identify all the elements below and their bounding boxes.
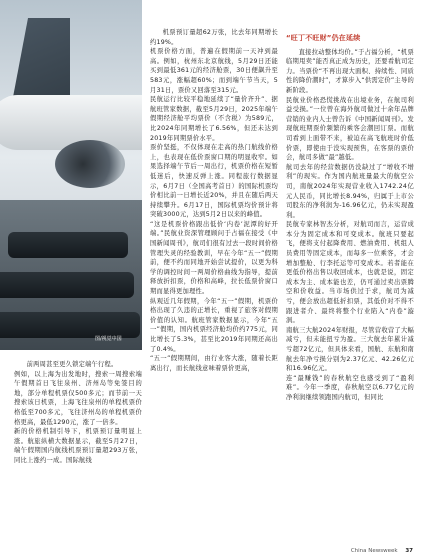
magazine-name: China Newsweek [350, 548, 398, 554]
column-text: 直接拉动整体均价。”于占福分析，“机票临期甩卖”能否真正成为历史，还要看航司定力。当票价“不再出现大面积、持续性、同质性的降价潮时”，才算步入“供需定价”主导的新阶段。 民航业价格恐慌挑战在出境业务，在航司利益受损。”一位曾在海外航司做过十余年品牌营销的业内人士曾告诉《中国新闻周刊》。发现航班期票价频繁的乘客会潮回订票。而航司看到上面带不来，被迫在高飞航班时价低价票，即使由于没实现预售，在客票的票价会，航司多做“最”越低。 航司去年的经营数据仍没缺过了“增收不增利”的现实。作为国内航班量最大的航空公司，南航2024年实现营业收入1742.24亿元人民币，同比增长8.94%，归属于上市公司股东的净利润为-16.96亿元，仍未实现盈利。 民航专家林智杰分析，对航司而言，运营成本分为固定成本和可变成本。航班只要起飞，便将支付起降费用、燃油费用、机组人员费用等固定成本，而每多一位乘客，才会增加整舱、行李托运等可变成本。若者能在更低价格出售以收回成本，也就是说，固定成本为主、成本能也差，仍可通过卖出票腾空和价收益。当市场供过于求，航司为减亏，便会放出超低折扣票，其低价对不得不跟进者介、最终将整个行业陷入“内卷”漩涡。 南航三大航2024年财报，尽管营收营了大幅减亏，但未能扭亏为盈。三大航去年累计减亏超72亿元，但具体来看，国航、东航和南航去年净亏损分别为2.37亿元、42.26亿元和16.96亿元。 连“最赚钱”的春秋航空也感受到了“盈利难”。今年一季度，春秋航空以6.77亿元的净利润继续领跑国内航司，但同比 [286, 48, 414, 401]
page-footer [345, 548, 413, 554]
waiting-seat [0, 272, 134, 298]
aircraft-engine [55, 140, 125, 188]
article-column-1 [14, 360, 142, 466]
article-column-3 [286, 28, 414, 403]
page-number: 37 [405, 548, 413, 554]
hero-photo [0, 0, 142, 350]
aircraft-fuselage [0, 95, 142, 150]
article-column-2 [150, 28, 278, 373]
waiting-seat [8, 232, 128, 258]
column-text: 机票预订量超62万张，比去年同期增长约19%。 机票价格方面，普遍在假期前一天冲到最高。例如，杭州东北京航线，5月29日还能买到最低361元的经济舱票，30日便飙升至583元，涨幅超60%；而到端午节当天，5月31日，票价又回落至315元。 民航运行比较平稳地延续了“量价齐升”、据航班管家数据，截至5月29日，2025年端午假期经济舱平均票价（不含税）为589元，比2024年同期增长了6.56%，但还未达到2019年同期票价水平。 票价坚挺，不仅体现在走高的热门航线价格上，也表现在低价票窗口期的明显收窄。如果选择端午节后一周出行，机票价格在短暂低迷后，快速反弹上涨。同程旅行数据显示，6月7日（全国高考首日）的国际机票均价相比前一日增长近20%，并且在随后两天持续攀升。6月17日，国际机票均价预计将突破3000元，达到5月2日以来的峰值。 “这是机票价格跟出低价‘内卷’泥潭的好开端。”民航业资深管理顾问于占福在接受《中国新闻周刊》，航司们很有过去一段时间价格管理失灵的经验教训，早在今年“五一”假期前，便不约而同地开始尝试提价，以更为科学的调控时间一两周价格曲线为指导，提前释放折扣票，价格和高峰，拉长低票价窗口期而显得更加理性。 纵观近几年假期，今年“五一”假期，机票价格出现了久违的正增长，重视了旅客对假期价值的认知。航班管家数据显示，今年“五一”假期，国内机票经济舱均价约775元，同比增长了5.3%，甚至比2019年同期还高出了0.4%。 “五一”假期期间，由行业客大涨，随着长距离出行，而长航线意味着票价更高， [150, 29, 278, 372]
section-subhead: “旺丁不旺财”仍在延续 [286, 34, 361, 42]
photo-credit: 图/视觉中国 [95, 336, 122, 342]
column-text: 前两周甚至更久锁定端午行程。 例如，以上海为出发地时，搜索一周搜索端午假期首日飞往泉州、济州岛等免签目的地，部分单程机票仅500多元；而节前一天搜索该日机票，上海飞往泉州的单程机票价格低至700多元，飞往济州岛的单程机票价格更高，最低1290元，涨了一倍多。 新的价格机制引导下，机票预订量明显上涨。航旅纵横大数据显示，截至5月27日，端午假期国内航线机票预订量超293万张，同比上涨约一成。国际航线 [14, 361, 142, 464]
